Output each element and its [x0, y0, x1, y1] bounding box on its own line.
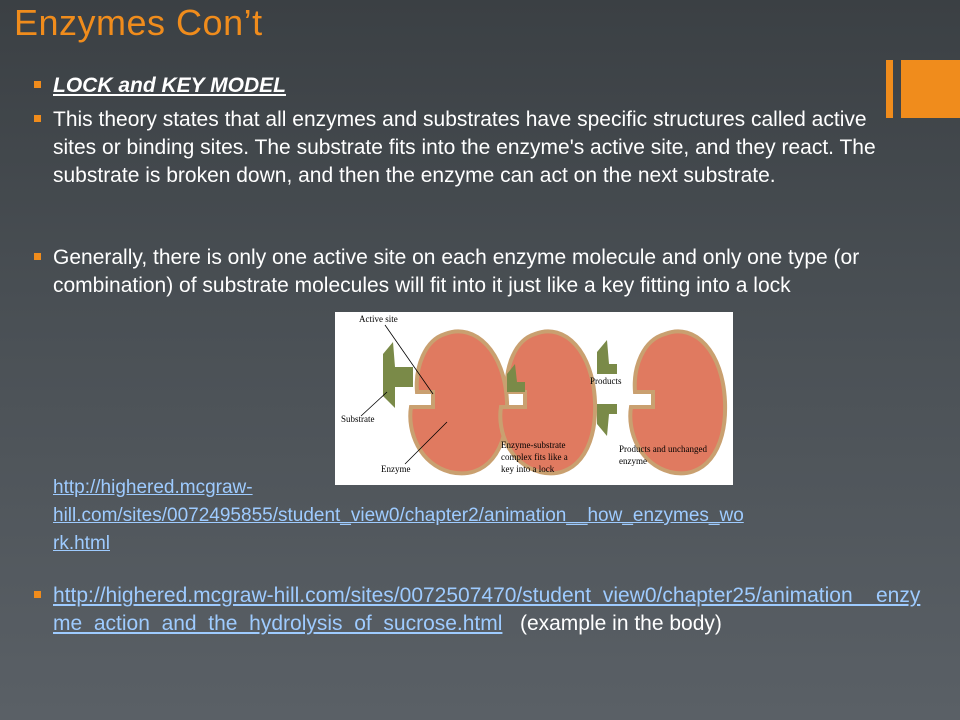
- product-shape-2: [597, 404, 617, 436]
- label-unchanged-1: Products and unchanged: [619, 444, 707, 454]
- substrate-shape-1: [383, 342, 413, 408]
- accent-bar-thick: [901, 60, 960, 118]
- bullet-text: Generally, there is only one active site on each enzyme molecule and only one type (or combination) of substrate molecules will fit into it just like a key fitting into a lock: [53, 246, 860, 297]
- label-active-site: Active site: [359, 314, 398, 324]
- label-complex-1: Enzyme-substrate: [501, 440, 566, 450]
- label-unchanged-2: enzyme: [619, 456, 647, 466]
- link-1-line-3[interactable]: rk.html: [53, 533, 110, 554]
- bullet-text: This theory states that all enzymes and substrates have specific structures called active sites or binding sites. The substrate fits into the enzyme's active site, and they react. The substrate is broken down, and then the enzyme can act on the next substrate.: [53, 108, 876, 187]
- label-substrate: Substrate: [341, 414, 375, 424]
- bullet-lock-key-heading: [34, 72, 854, 100]
- link-2-suffix: (example in the body): [519, 612, 722, 635]
- label-complex-2: complex fits like a: [501, 452, 568, 462]
- label-complex-3: key into a lock: [501, 464, 555, 474]
- bullet-marker: [34, 81, 41, 88]
- bullet-link-2: [34, 582, 934, 638]
- lock-and-key-diagram: [335, 312, 733, 485]
- link-1-line-1[interactable]: http://highered.mcgraw-: [53, 477, 253, 498]
- label-products: Products: [590, 376, 622, 386]
- animation-link-2[interactable]: http://highered.mcgraw-hill.com/sites/0072507470/student_view0/chapter25/animation__enzyme_action_and_the_hydrolysis_of_sucrose.html: [53, 584, 921, 635]
- bullet-text: [53, 582, 934, 638]
- bullet-theory: [34, 106, 894, 190]
- product-shape-1: [597, 340, 617, 374]
- bullet-marker: [34, 591, 41, 598]
- bullet-text: LOCK and KEY MODEL: [53, 74, 286, 97]
- bullet-marker: [34, 253, 41, 260]
- label-enzyme: Enzyme: [381, 464, 411, 474]
- bullet-active-site: [34, 244, 934, 300]
- slide-title: Enzymes Con’t: [14, 2, 263, 43]
- animation-link-1[interactable]: [53, 474, 933, 558]
- bullet-marker: [34, 115, 41, 122]
- link-1-line-2[interactable]: hill.com/sites/0072495855/student_view0/chapter2/animation__how_enzymes_wo: [53, 505, 744, 526]
- enzyme-shape-1: [410, 331, 507, 473]
